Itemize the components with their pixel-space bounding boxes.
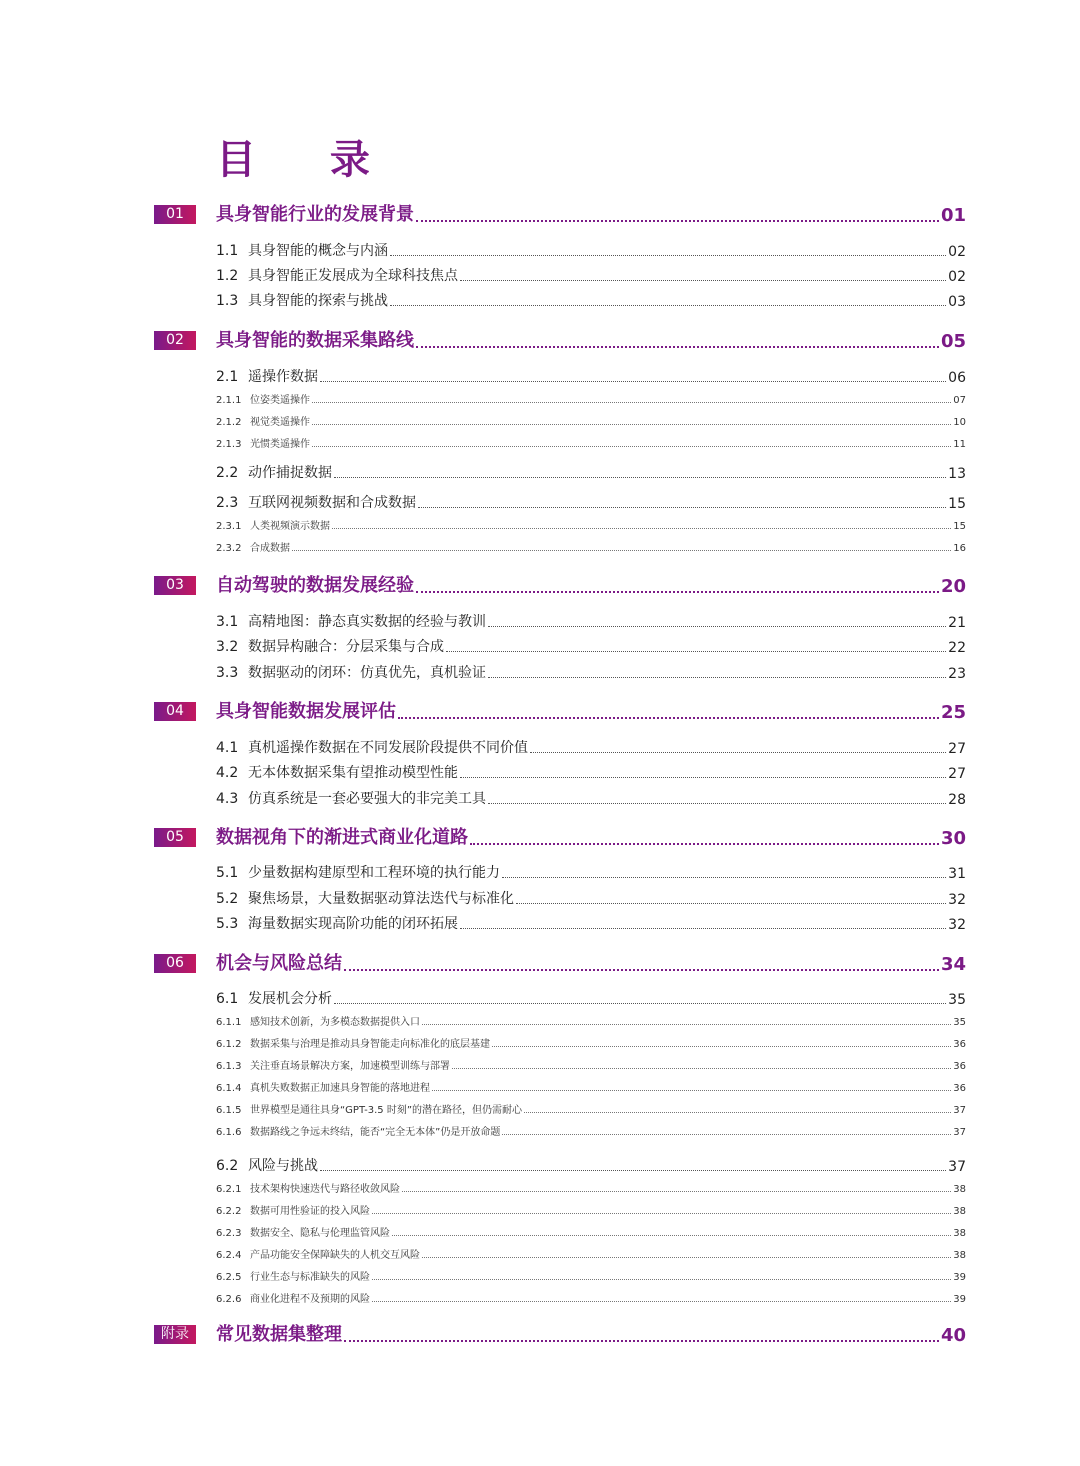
subsubsection-title: 光惯类遥操作 <box>250 439 310 450</box>
subsubsection-number: 6.2.1 <box>216 1184 242 1195</box>
dot-leader <box>452 1068 951 1069</box>
section-title: 自动驾驶的数据发展经验 <box>216 575 414 596</box>
subsubsection-number: 6.2.5 <box>216 1272 242 1283</box>
subsubsection-number: 2.1.3 <box>216 439 242 450</box>
toc-subsection-entry[interactable] <box>216 290 966 310</box>
dot-leader <box>418 507 946 508</box>
page-number: 21 <box>948 615 966 631</box>
dot-leader <box>312 446 951 447</box>
subsubsection-title: 世界模型是通往具身“GPT-3.5 时刻”的潜在路径，但仍需耐心 <box>250 1105 523 1116</box>
dot-leader <box>312 424 951 425</box>
section-title: 具身智能数据发展评估 <box>216 701 396 722</box>
subsection-number: 2.2 <box>216 465 239 481</box>
subsubsection-title: 关注垂直场景解决方案，加速模型训练与部署 <box>250 1061 450 1072</box>
dot-leader <box>422 1024 951 1025</box>
dot-leader <box>344 1340 939 1342</box>
dot-leader <box>488 677 946 678</box>
toc-subsubsection-entry[interactable] <box>216 1058 966 1072</box>
dot-leader <box>334 477 946 478</box>
toc-subsubsection-entry[interactable] <box>216 1203 966 1217</box>
toc-subsection-entry[interactable] <box>216 366 966 386</box>
page-number: 35 <box>953 1017 966 1028</box>
subsection-title: 无本体数据采集有望推动模型性能 <box>248 765 458 781</box>
page-number: 38 <box>953 1228 966 1239</box>
page-number: 30 <box>940 828 966 849</box>
page-number: 15 <box>948 496 966 512</box>
page-number: 32 <box>948 917 966 933</box>
subsubsection-number: 6.2.2 <box>216 1206 242 1217</box>
dot-leader <box>332 528 951 529</box>
subsubsection-number: 2.3.2 <box>216 543 242 554</box>
toc-subsection-entry[interactable] <box>216 462 966 482</box>
page-number: 40 <box>940 1325 966 1346</box>
dot-leader <box>390 305 946 306</box>
subsection-number: 3.1 <box>216 614 239 630</box>
subsection-title: 数据异构融合：分层采集与合成 <box>248 639 444 655</box>
toc-subsection-entry[interactable] <box>216 913 966 933</box>
toc-subsection-entry[interactable] <box>216 265 966 285</box>
subsubsection-number: 6.1.5 <box>216 1105 242 1116</box>
toc-subsection-entry[interactable] <box>216 611 966 631</box>
page-number: 37 <box>948 1159 966 1175</box>
dot-leader <box>334 1003 946 1004</box>
subsection-number: 1.2 <box>216 268 239 284</box>
subsubsection-number: 6.1.3 <box>216 1061 242 1072</box>
subsubsection-number: 6.1.6 <box>216 1127 242 1138</box>
toc-subsubsection-entry[interactable] <box>216 518 966 532</box>
subsection-number: 5.1 <box>216 865 239 881</box>
toc-section-entry[interactable] <box>216 823 966 849</box>
toc-subsubsection-entry[interactable] <box>216 1181 966 1195</box>
dot-leader <box>488 626 946 627</box>
toc-subsubsection-entry[interactable] <box>216 1036 966 1050</box>
toc-subsubsection-entry[interactable] <box>216 1102 966 1116</box>
subsection-title: 真机遥操作数据在不同发展阶段提供不同价值 <box>248 740 528 756</box>
page-number: 37 <box>953 1127 966 1138</box>
subsubsection-number: 6.1.1 <box>216 1017 242 1028</box>
section-title: 常见数据集整理 <box>216 1324 342 1345</box>
subsection-title: 海量数据实现高阶功能的闭环拓展 <box>248 916 458 932</box>
dot-leader <box>312 402 951 403</box>
subsection-number: 1.3 <box>216 293 239 309</box>
dot-leader <box>398 717 939 719</box>
section-title: 数据视角下的渐进式商业化道路 <box>216 827 468 848</box>
page-number: 28 <box>948 792 966 808</box>
page-number: 15 <box>953 521 966 532</box>
section-badge: 01 <box>154 205 196 224</box>
page-number: 27 <box>948 741 966 757</box>
subsection-title: 具身智能的概念与内涵 <box>248 243 388 259</box>
toc-subsection-entry[interactable] <box>216 862 966 882</box>
subsection-title: 数据驱动的闭环：仿真优先，真机验证 <box>248 665 486 681</box>
dot-leader <box>372 1279 951 1280</box>
subsubsection-title: 产品功能安全保障缺失的人机交互风险 <box>250 1250 420 1261</box>
toc-section-entry[interactable] <box>216 326 966 352</box>
page-number: 31 <box>948 866 966 882</box>
subsubsection-title: 真机失败数据正加速具身智能的落地进程 <box>250 1083 430 1094</box>
page-title: 目 录 <box>216 137 400 183</box>
subsection-title: 具身智能正发展成为全球科技焦点 <box>248 268 458 284</box>
toc-subsubsection-entry[interactable] <box>216 436 966 450</box>
dot-leader <box>432 1090 951 1091</box>
page-number: 05 <box>940 331 966 352</box>
subsubsection-number: 6.1.4 <box>216 1083 242 1094</box>
subsubsection-title: 合成数据 <box>250 543 290 554</box>
toc-subsubsection-entry[interactable] <box>216 1291 966 1305</box>
subsection-title: 动作捕捉数据 <box>248 465 332 481</box>
page-number: 06 <box>948 370 966 386</box>
page-number: 37 <box>953 1105 966 1116</box>
page-number: 39 <box>953 1294 966 1305</box>
subsubsection-number: 6.1.2 <box>216 1039 242 1050</box>
page-number: 22 <box>948 640 966 656</box>
subsubsection-title: 人类视频演示数据 <box>250 521 330 532</box>
toc-subsection-entry[interactable] <box>216 662 966 682</box>
subsection-number: 3.3 <box>216 665 239 681</box>
page-number: 34 <box>940 954 966 975</box>
page-number: 35 <box>948 992 966 1008</box>
subsection-number: 4.1 <box>216 740 239 756</box>
dot-leader <box>392 1235 951 1236</box>
subsubsection-number: 6.2.4 <box>216 1250 242 1261</box>
toc-subsubsection-entry[interactable] <box>216 1124 966 1138</box>
subsection-number: 6.2 <box>216 1158 239 1174</box>
section-badge: 02 <box>154 331 196 350</box>
subsection-title: 少量数据构建原型和工程环境的执行能力 <box>248 865 500 881</box>
page-number: 20 <box>940 576 966 597</box>
section-badge: 附录 <box>154 1325 196 1344</box>
subsection-title: 发展机会分析 <box>248 991 332 1007</box>
toc-section-entry[interactable] <box>216 697 966 723</box>
dot-leader <box>524 1112 951 1113</box>
subsection-title: 风险与挑战 <box>248 1158 318 1174</box>
page-number: 13 <box>948 466 966 482</box>
subsubsection-number: 2.3.1 <box>216 521 242 532</box>
toc-subsection-entry[interactable] <box>216 492 966 512</box>
dot-leader <box>502 1134 951 1135</box>
subsubsection-title: 位姿类遥操作 <box>250 395 310 406</box>
page-number: 38 <box>953 1184 966 1195</box>
page-number: 23 <box>948 666 966 682</box>
page-number: 16 <box>953 543 966 554</box>
section-badge: 06 <box>154 954 196 973</box>
toc-subsubsection-entry[interactable] <box>216 414 966 428</box>
page-number: 36 <box>953 1061 966 1072</box>
dot-leader <box>402 1191 951 1192</box>
dot-leader <box>390 255 946 256</box>
toc-subsection-entry[interactable] <box>216 988 966 1008</box>
toc-subsection-entry[interactable] <box>216 762 966 782</box>
subsubsection-title: 行业生态与标准缺失的风险 <box>250 1272 370 1283</box>
dot-leader <box>416 346 939 348</box>
dot-leader <box>320 1170 946 1171</box>
dot-leader <box>502 877 946 878</box>
page-number: 07 <box>953 395 966 406</box>
subsection-title: 遥操作数据 <box>248 369 318 385</box>
page-number: 10 <box>953 417 966 428</box>
toc-subsubsection-entry[interactable] <box>216 1269 966 1283</box>
dot-leader <box>460 280 946 281</box>
dot-leader <box>416 220 939 222</box>
subsubsection-title: 数据路线之争远未终结，能否“完全无本体”仍是开放命题 <box>250 1127 501 1138</box>
dot-leader <box>344 969 939 971</box>
dot-leader <box>516 903 946 904</box>
toc-subsection-entry[interactable] <box>216 240 966 260</box>
subsection-number: 4.2 <box>216 765 239 781</box>
toc-section-entry[interactable] <box>216 200 966 226</box>
subsubsection-title: 技术架构快速迭代与路径收敛风险 <box>250 1184 400 1195</box>
dot-leader <box>488 803 946 804</box>
toc-section-entry[interactable] <box>216 949 966 975</box>
subsubsection-title: 视觉类遥操作 <box>250 417 310 428</box>
dot-leader <box>460 928 946 929</box>
dot-leader <box>372 1213 951 1214</box>
toc-subsection-entry[interactable] <box>216 636 966 656</box>
dot-leader <box>446 651 946 652</box>
subsubsection-number: 6.2.3 <box>216 1228 242 1239</box>
subsubsection-number: 2.1.1 <box>216 395 242 406</box>
subsection-title: 仿真系统是一套必要强大的非完美工具 <box>248 791 486 807</box>
page-number: 32 <box>948 892 966 908</box>
toc-section-entry[interactable] <box>216 1320 966 1346</box>
page-number: 11 <box>953 439 966 450</box>
toc-subsection-entry[interactable] <box>216 737 966 757</box>
toc-subsubsection-entry[interactable] <box>216 1225 966 1239</box>
subsection-title: 高精地图：静态真实数据的经验与教训 <box>248 614 486 630</box>
page-number: 03 <box>948 294 966 310</box>
page-number: 02 <box>948 269 966 285</box>
dot-leader <box>422 1257 951 1258</box>
subsection-number: 2.1 <box>216 369 239 385</box>
section-title: 具身智能行业的发展背景 <box>216 204 414 225</box>
page-number: 02 <box>948 244 966 260</box>
subsection-number: 5.3 <box>216 916 239 932</box>
subsection-number: 3.2 <box>216 639 239 655</box>
page-number: 25 <box>940 702 966 723</box>
subsection-number: 4.3 <box>216 791 239 807</box>
subsection-title: 具身智能的探索与挑战 <box>248 293 388 309</box>
subsection-number: 1.1 <box>216 243 239 259</box>
page-number: 39 <box>953 1272 966 1283</box>
toc-subsection-entry[interactable] <box>216 888 966 908</box>
page-number: 38 <box>953 1250 966 1261</box>
page-number: 01 <box>940 205 966 226</box>
subsubsection-title: 数据安全、隐私与伦理监管风险 <box>250 1228 390 1239</box>
section-title: 具身智能的数据采集路线 <box>216 330 414 351</box>
subsection-title: 聚焦场景，大量数据驱动算法迭代与标准化 <box>248 891 514 907</box>
subsubsection-title: 数据可用性验证的投入风险 <box>250 1206 370 1217</box>
toc-subsubsection-entry[interactable] <box>216 540 966 554</box>
section-title: 机会与风险总结 <box>216 953 342 974</box>
subsubsection-title: 数据采集与治理是推动具身智能走向标准化的底层基建 <box>250 1039 490 1050</box>
toc-section-entry[interactable] <box>216 571 966 597</box>
toc-subsubsection-entry[interactable] <box>216 392 966 406</box>
subsubsection-number: 2.1.2 <box>216 417 242 428</box>
page-number: 38 <box>953 1206 966 1217</box>
subsection-title: 互联网视频数据和合成数据 <box>248 495 416 511</box>
subsection-number: 6.1 <box>216 991 239 1007</box>
dot-leader <box>492 1046 951 1047</box>
dot-leader <box>372 1301 951 1302</box>
toc-subsubsection-entry[interactable] <box>216 1080 966 1094</box>
subsubsection-number: 6.2.6 <box>216 1294 242 1305</box>
toc-subsection-entry[interactable] <box>216 788 966 808</box>
dot-leader <box>470 843 939 845</box>
dot-leader <box>292 550 951 551</box>
dot-leader <box>320 381 946 382</box>
subsubsection-title: 商业化进程不及预期的风险 <box>250 1294 370 1305</box>
section-badge: 05 <box>154 828 196 847</box>
toc-subsubsection-entry[interactable] <box>216 1014 966 1028</box>
page-number: 27 <box>948 766 966 782</box>
section-badge: 04 <box>154 702 196 721</box>
toc-subsection-entry[interactable] <box>216 1155 966 1175</box>
subsection-number: 5.2 <box>216 891 239 907</box>
page-number: 36 <box>953 1039 966 1050</box>
dot-leader <box>416 591 939 593</box>
subsection-number: 2.3 <box>216 495 239 511</box>
dot-leader <box>460 777 946 778</box>
page-number: 36 <box>953 1083 966 1094</box>
dot-leader <box>530 752 946 753</box>
section-badge: 03 <box>154 576 196 595</box>
subsubsection-title: 感知技术创新，为多模态数据提供入口 <box>250 1017 420 1028</box>
toc-subsubsection-entry[interactable] <box>216 1247 966 1261</box>
